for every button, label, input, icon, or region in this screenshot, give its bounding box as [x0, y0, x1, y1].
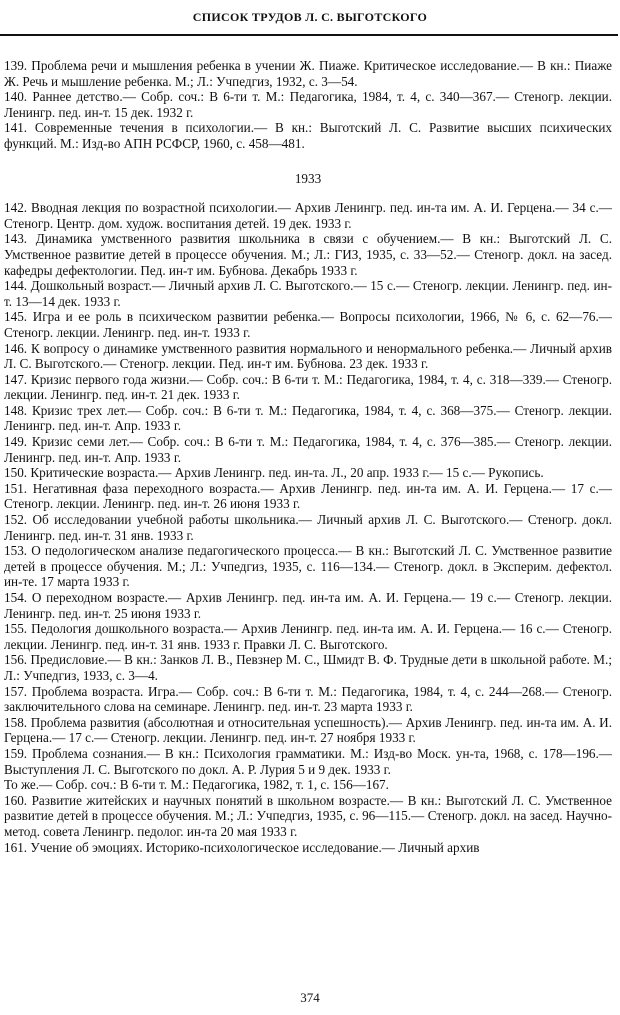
bibliography-entry: 155. Педология дошкольного возраста.— Архив Ленингр. пед. ин-та им. А. И. Герцена.— 16 с.— Стеногр. лекции. Ленингр. пед. ин-т. 31 янв. 1933 г. Правки Л. С. Выготского. [4, 621, 612, 652]
bibliography-entry: 154. О переходном возрасте.— Архив Ленингр. пед. ин-та им. А. И. Герцена.— 19 с.— Стеногр. лекции. Ленингр. пед. ин-т. 25 июня 1933 г. [4, 590, 612, 621]
bibliography-entry: 152. Об исследовании учебной работы школьника.— Личный архив Л. С. Выготского.— Стеногр. докл. Ленингр. пед. ин-т. 31 янв. 1933 г. [4, 512, 612, 543]
bibliography-entry: 156. Предисловие.— В кн.: Занков Л. В., Певзнер М. С., Шмидт В. Ф. Трудные дети в школьной работе. М.; Л.: Учпедгиз, 1933, с. 3—4. [4, 652, 612, 683]
bibliography-entry: 153. О педологическом анализе педагогического процесса.— В кн.: Выготский Л. С. Умственное развитие детей в процессе обучения. М.; Л.: Учпедгиз, 1935, с. 116—134.— Стеногр. докл. в Эксперим. дефектол. ин-те. 17 марта 1933 г. [4, 543, 612, 590]
bibliography-entry: 143. Динамика умственного развития школьника в связи с обучением.— В кн.: Выготский Л. С. Умственное развитие детей в процессе обучения. М.; Л.: ГИЗ, 1935, с. 33—52.— Стеногр. докл. на засед. кафедры дефектологии. Пед. ин-т им. Бубнова. Декабрь 1933 г. [4, 231, 612, 278]
bibliography-entry: 147. Кризис первого года жизни.— Собр. соч.: В 6-ти т. М.: Педагогика, 1984, т. 4, с. 318—339.— Стеногр. лекции. Ленингр. пед. ин-т. 21 дек. 1933 г. [4, 371, 612, 403]
bibliography-entry: 161. Учение об эмоциях. Историко-психологическое исследование.— Личный архив [4, 839, 480, 855]
bibliography-entry: 141. Современные течения в психологии.— В кн.: Выготский Л. С. Развитие высших психических функций. М.: Изд-во АПН РСФСР, 1960, с. 458—481. [4, 120, 612, 151]
bibliography-entry: 139. Проблема речи и мышления ребенка в учении Ж. Пиаже. Критическое исследование.— В кн.: Пиаже Ж. Речь и мышление ребенка. М.; Л.: Учпедгиз, 1932, с. 3—54. [4, 58, 612, 89]
header-rule [0, 34, 618, 36]
bibliography-list [4, 58, 612, 855]
year-heading: 1933 [294, 170, 322, 186]
bibliography-entry: 158. Проблема развития (абсолютная и относительная успешность).— Архив Ленингр. пед. ин-та им. А. И. Герцена.— 17 с.— Стеногр. лекции. Ленингр. пед. ин-т. 27 ноября 1933 г. [4, 714, 612, 746]
bibliography-entry: 160. Развитие житейских и научных понятий в школьном возрасте.— В кн.: Выготский Л. С. Умственное развитие детей в процессе обучения. М.; Л.: Учпедгиз, 1935, с. 96—115.— Стеногр. докл. на засед. Научно-метод. совета Ленингр. педолог. ин-та 20 мая 1933 г. [4, 792, 612, 839]
bibliography-entry: То же.— Собр. соч.: В 6-ти т. М.: Педагогика, 1982, т. 1, с. 156—167. [4, 777, 389, 793]
bibliography-entry: 140. Раннее детство.— Собр. соч.: В 6-ти т. М.: Педагогика, 1984, т. 4, с. 340—367.— Стеногр. лекции. Ленингр. пед. ин-т. 15 дек. 1932 г. [4, 89, 612, 120]
bibliography-entry: 151. Негативная фаза переходного возраста.— Архив Ленингр. пед. ин-та им. А. И. Герцена.— 17 с.— Стеногр. лекции. Ленингр. пед. ин-т. 26 июня 1933 г. [4, 480, 612, 512]
bibliography-entry: 142. Вводная лекция по возрастной психологии.— Архив Ленингр. пед. ин-та им. А. И. Герцена.— 34 с.— Стеногр. Центр. дом. худож. воспитания детей. 19 дек. 1933 г. [4, 200, 612, 231]
page-number: 374 [300, 990, 320, 1005]
bibliography-entry: 144. Дошкольный возраст.— Личный архив Л. С. Выготского.— 15 с.— Стеногр. лекции. Ленингр. пед. ин-т. 13—14 дек. 1933 г. [4, 278, 612, 309]
bibliography-entry: 146. К вопросу о динамике умственного развития нормального и ненормального ребенка.— Личный архив Л. С. Выготского.— Стеногр. лекции. Пед. ин-т им. Бубнова. 23 дек. 1933 г. [4, 340, 612, 372]
bibliography-entry: 149. Кризис семи лет.— Собр. соч.: В 6-ти т. М.: Педагогика, 1984, т. 4, с. 376—385.— Стеногр. лекции. Ленингр. пед. ин-т. Апр. 1933 г. [4, 434, 612, 465]
bibliography-entry: 145. Игра и ее роль в психическом развитии ребенка.— Вопросы психологии, 1966, № 6, с. 62—76.— Стеногр. лекции. Ленингр. пед. ин-т. 1933 г. [4, 309, 612, 340]
bibliography-entry: 157. Проблема возраста. Игра.— Собр. соч.: В 6-ти т. М.: Педагогика, 1984, т. 4, с. 244—268.— Стеногр. заключительного слова на семинаре. Ленингр. пед. ин-т. 23 марта 1933 г. [4, 683, 612, 715]
bibliography-entry: 159. Проблема сознания.— В кн.: Психология грамматики. М.: Изд-во Моск. ун-та, 1968, с. 178—196.— Выступления Л. С. Выготского по докл. А. Р. Лурия 5 и 9 дек. 1933 г. [4, 745, 612, 777]
running-header: СПИСОК ТРУДОВ Л. С. ВЫГОТСКОГО [192, 10, 428, 24]
bibliography-entry: 150. Критические возраста.— Архив Ленингр. пед. ин-та. Л., 20 апр. 1933 г.— 15 с.— Рукопись. [4, 465, 544, 481]
bibliography-entry: 148. Кризис трех лет.— Собр. соч.: В 6-ти т. М.: Педагогика, 1984, т. 4, с. 368—375.— Стеногр. лекции. Ленингр. пед. ин-т. Апр. 1933 г. [4, 402, 612, 434]
